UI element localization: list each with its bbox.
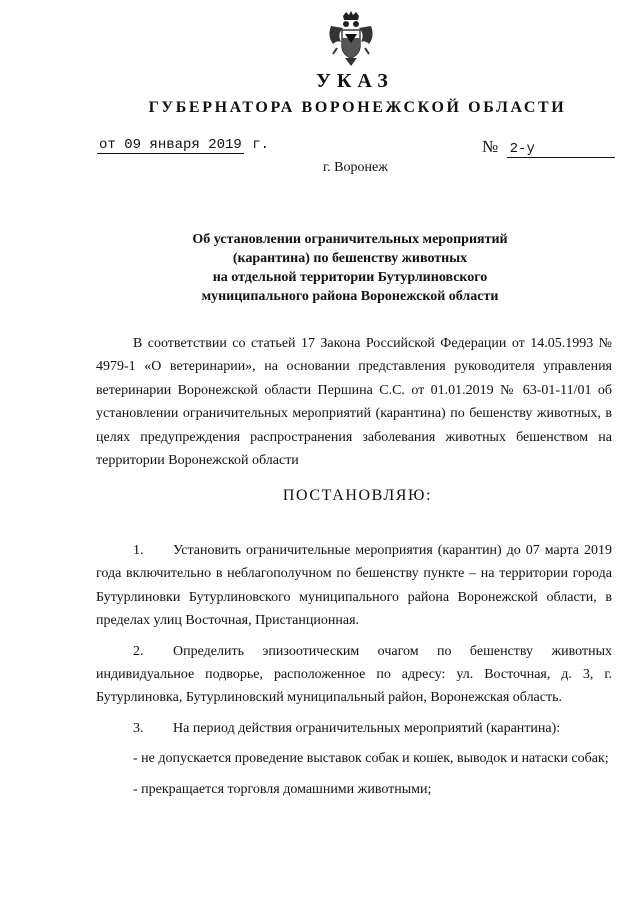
subject-line: (карантина) по бешенству животных bbox=[232, 251, 468, 266]
resolve-heading: ПОСТАНОВЛЯЮ: bbox=[282, 487, 433, 504]
point-number: 2. bbox=[133, 643, 144, 659]
city-label: г. Воронеж bbox=[323, 160, 388, 175]
date-suffix: г. bbox=[252, 137, 270, 153]
restriction-item: - не допускается проведение выставок собак и кошек, выводок и натаски собак; bbox=[133, 751, 609, 767]
date-value: 09 января 2019 bbox=[124, 137, 242, 153]
point-text: Установить ограничительные мероприятия (карантин) до 07 марта 2019 года включительно в неблагополучном по бешенству пункте – на территории города Бутурлиновки Бутурлиновского муниципального района Воронежской области, в пределах улиц Восточная, Пристанционная. bbox=[96, 543, 612, 629]
preamble bbox=[96, 332, 612, 472]
point-number: 3. bbox=[133, 720, 144, 736]
decree-points bbox=[96, 539, 612, 808]
decree-issuer: ГУБЕРНАТОРА ВОРОНЕЖСКОЙ ОБЛАСТИ bbox=[148, 99, 567, 116]
decree-point bbox=[96, 539, 612, 633]
point-number: 1. bbox=[133, 543, 144, 558]
preamble-text: В соответствии со статьей 17 Закона Российской Федерации от 14.05.1993 № 4979-1 «О ветеринарии», на основании представления руководителя управления ветеринарии Воронежской области Першина С.С. от 01.01.2019 № 63-01-11/01 об установлении ограничительных мероприятий (карантина) по бешенству животных, в целях предупреждения распространения заболевания животных бешенством на территории Воронежской области bbox=[96, 336, 612, 469]
point-text: На период действия ограничительных мероприятий (карантина): bbox=[173, 720, 561, 736]
decree-number bbox=[482, 137, 615, 158]
subject-line: на отдельной территории Бутурлиновского bbox=[212, 270, 488, 285]
subject-line: Об установлении ограничительных мероприятий bbox=[192, 232, 508, 247]
decree-point bbox=[96, 717, 612, 740]
coat-of-arms-icon bbox=[325, 10, 377, 68]
point-text: Определить эпизоотическим очагом по бешенству животных индивидуальное подворье, расположенное по адресу: ул. Восточная, д. 3, г. Бутурлиновка, Бутурлиновский муниципальный район, Воронежская область. bbox=[96, 643, 612, 706]
number-value: 2-у bbox=[507, 141, 615, 158]
subject-line: муниципального района Воронежской области bbox=[201, 289, 499, 304]
number-sign: № bbox=[482, 137, 499, 156]
decree-point bbox=[96, 640, 612, 710]
decree-date bbox=[97, 137, 269, 154]
restriction-item: - прекращается торговля домашними животными; bbox=[133, 781, 432, 797]
date-prefix: от bbox=[99, 137, 116, 153]
decree-subject bbox=[140, 230, 560, 306]
decree-title: УКАЗ bbox=[316, 70, 394, 92]
